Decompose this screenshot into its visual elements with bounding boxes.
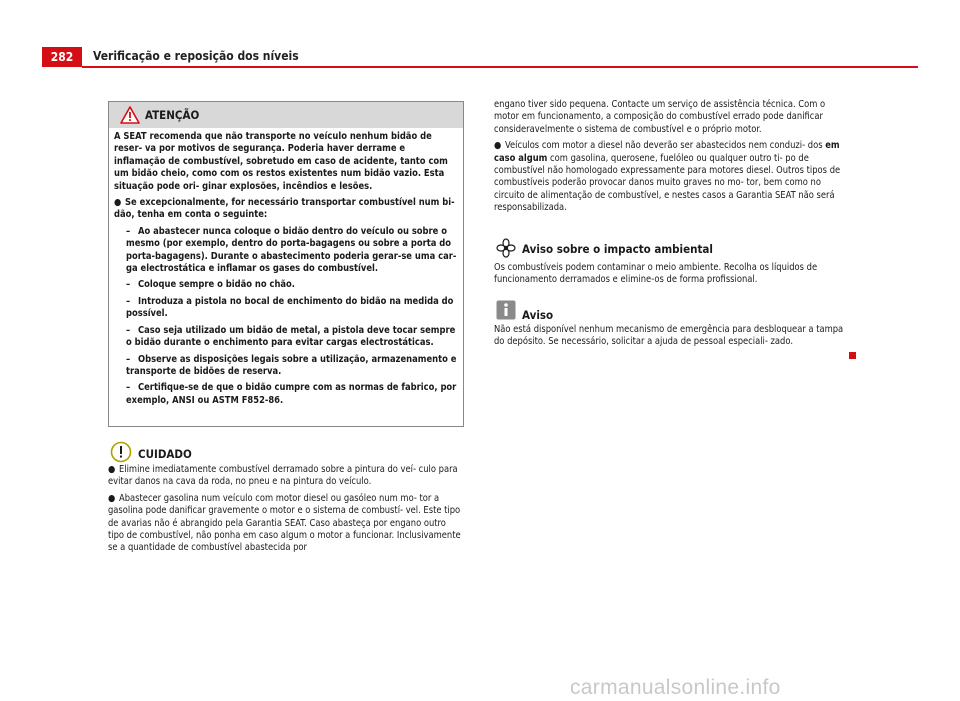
dash-item-text: Caso seja utilizado um bidão de metal, a pistola deve tocar sempre o bidão durante o enchimento para evitar cargas electrostáticas. [126,324,456,349]
bullet-text-start: Veículos com motor a diesel não deverão ser abastecidos nem conduzi- dos [505,140,826,152]
continuation-text [494,99,850,219]
watermark: carmanualsonline.info [570,676,781,699]
note-text: Não está disponível nenhum mecanismo de emergência para desbloquear a tampa do depósito. Se necessário, solicitar a ajuda de pessoal especiali- zado. [494,324,844,348]
dash-item-text: Certifique-se de que o bidão cumpre com as normas de fabrico, por exemplo, ANSI ou ASTM F852-86. [126,382,457,406]
bullet-icon: ● [108,464,116,475]
warning-header [109,102,463,128]
continuation-bullet [494,140,850,214]
warning-dash-item: – Observe as disposições legais sobre a utilização, armazenamento e transporte de bidões de reserva. [126,353,457,377]
dash-item-text: Ao abastecer nunca coloque o bidão dentro do veículo ou sobre o mesmo (por exemplo, dentro do porta-bagagens ou sobre a porta do porta-bagagens). Durante o abastecimento poderia gerar-se uma car- ga electrostática e inflamar os gases do combustível. [126,225,457,275]
warning-intro: A SEAT recomenda que não transporte no veículo nenhum bidão de reser- va por motivos de segurança. Poderia haver derrame e inflamação de combustível, sobretudo em caso de acidente, tanto com um bidão cheio, como com os restos existentes num bidão vazio. Esta situação pode ori- ginar explosões, incêndios e lesões. [114,131,448,192]
dash-item-text: Coloque sempre o bidão no chão. [138,279,295,291]
caution-bullet-text: Abastecer gasolina num veículo com motor diesel ou gasóleo num mo- tor a gasolina pode danificar gravemente o motor e o sistema de combustí- vel. Este tipo de avarias não é abrangido pela Garantia SEAT. Caso abasteça por engano outro tipo de combustível, não ponha em caso algum o motor a funcionar. Inclusivamente se a quantidade de combustível abastecida por [108,492,461,554]
warning-title: ATENÇÃO [145,108,200,122]
end-of-section-marker [849,352,856,359]
bullet-icon: ● [114,197,122,209]
header-rule [82,66,918,68]
warning-body [109,128,463,407]
flower-icon [496,238,516,258]
chapter-title: Verificação e reposição dos níveis [93,49,299,63]
caution-bullet [108,464,464,489]
warning-dash-item: – Coloque sempre o bidão no chão. [126,279,295,291]
warning-dash-item: – Introduza a pistola no bocal de enchimento do bidão na medida do possível. [126,295,454,320]
bullet-icon: ● [494,140,502,152]
warning-bullet [114,197,458,222]
caution-title: CUIDADO [138,447,192,461]
dash-item-text: Introduza a pistola no bocal de enchimento do bidão na medida do possível. [126,295,454,320]
warning-box [108,101,464,427]
environment-header [494,238,850,258]
warning-bullet-text: Se excepcionalmente, for necessário transportar combustível num bi- dão, tenha em conta o seguinte: [114,197,455,221]
caution-body [108,464,464,559]
dash-item-text: Observe as disposições legais sobre a utilização, armazenamento e transporte de bidões de reserva. [126,353,457,377]
warning-dash-item: – Ao abastecer nunca coloque o bidão dentro do veículo ou sobre o mesmo (por exemplo, dentro do porta-bagagens ou sobre a porta do porta-bagagens). Durante o abastecimento poderia gerar-se uma car- ga electrostática e inflamar os gases do combustível. [126,225,457,275]
caution-exclamation-icon [110,441,132,463]
environment-text: Os combustíveis podem contaminar o meio ambiente. Recolha os líquidos de funcionamento derramados e elimine-os de forma profissional. [494,262,818,286]
bullet-text-emphasis: em caso algum [494,140,840,164]
caution-bullet [108,493,464,555]
page-number: 282 [42,47,82,67]
note-title: Aviso [522,308,554,322]
bullet-text-end: com gasolina, querosene, fuelóleo ou qualquer outro ti- po de combustível não homologado expressamente para motores diesel. Outros tipos de combustíveis poderão provocar danos muito graves no mo- tor, bem como no circuito de alimentação de combustível, e nestes casos a Garantia SEAT não será responsabilizada. [494,152,841,214]
environment-title: Aviso sobre o impacto ambiental [522,242,713,256]
caution-bullet-text: Elimine imediatamente combustível derramado sobre a pintura do veí- culo para evitar danos na cava da roda, no pneu e na pintura do veículo. [108,464,458,488]
warning-triangle-icon [120,106,140,124]
caution-header [108,441,464,461]
warning-dash-item: – Caso seja utilizado um bidão de metal, a pistola deve tocar sempre o bidão durante o enchimento para evitar cargas electrostáticas. [126,324,456,349]
info-icon [496,300,516,320]
continuation-paragraph: engano tiver sido pequena. Contacte um serviço de assistência técnica. Com o motor em funcionamento, a composição do combustível errado pode danificar consideravelmente o sistema de combustível e o próprio motor. [494,99,826,135]
warning-dash-item: – Certifique-se de que o bidão cumpre com as normas de fabrico, por exemplo, ANSI ou ASTM F852-86. [126,382,457,406]
note-header [494,300,850,320]
bullet-icon: ● [108,492,116,504]
